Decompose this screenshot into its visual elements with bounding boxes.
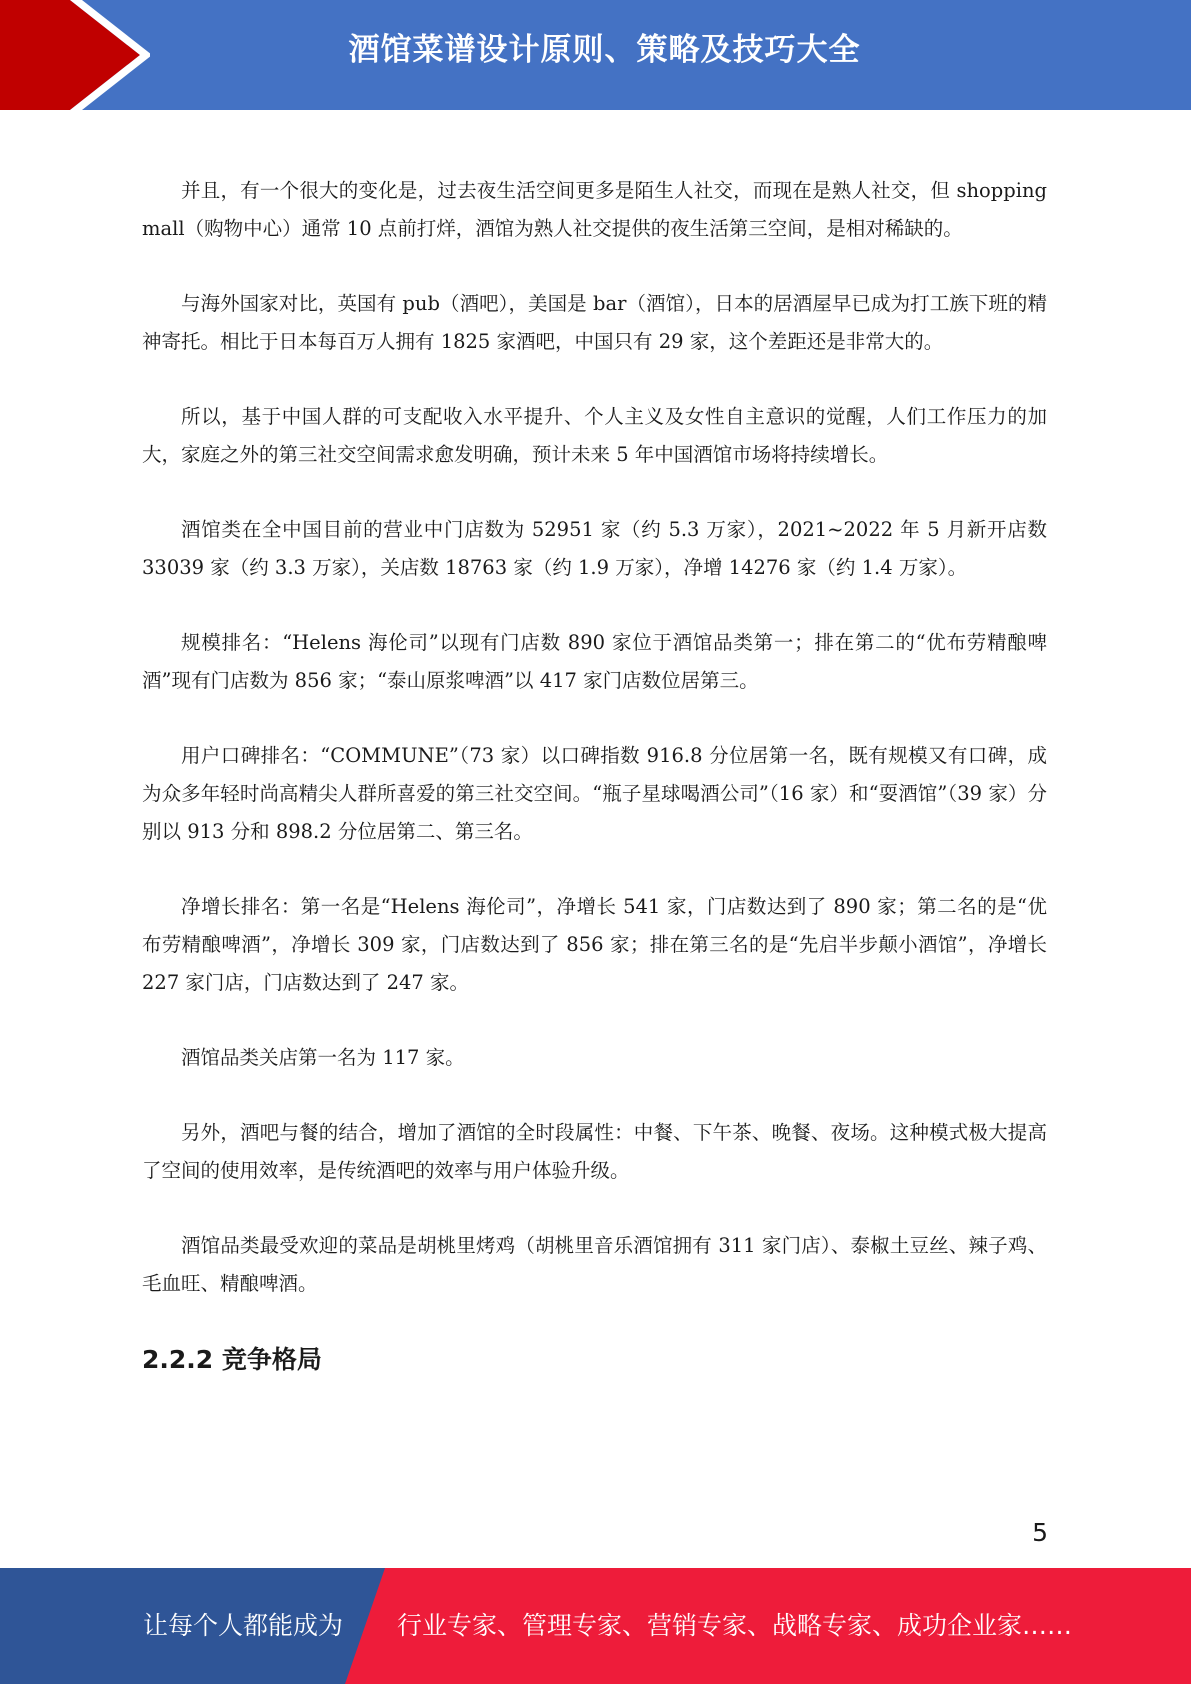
footer-slogan-right: 行业专家、管理专家、营销专家、战略专家、成功企业家…… <box>397 1611 1073 1640</box>
section-heading: 2.2.2 竞争格局 <box>142 1345 322 1374</box>
page-footer <box>0 1568 1191 1684</box>
document-body <box>142 172 1047 1380</box>
paragraph: 规模排名：“Helens 海伦司”以现有门店数 890 家位于酒馆品类第一；排在第二的“优布劳精酿啤酒”现有门店数为 856 家；“泰山原浆啤酒”以 417 家门店数位居第三。 <box>142 631 1047 692</box>
page-header <box>0 0 1191 110</box>
paragraph: 净增长排名：第一名是“Helens 海伦司”，净增长 541 家，门店数达到了 890 家；第二名的是“优布劳精酿啤酒”，净增长 309 家，门店数达到了 856 家；排在第三名的是“先启半步颠小酒馆”，净增长 227 家门店，门店数达到了 247 家。 <box>142 895 1047 994</box>
paragraph: 酒馆品类最受欢迎的菜品是胡桃里烤鸡（胡桃里音乐酒馆拥有 311 家门店）、泰椒土豆丝、辣子鸡、毛血旺、精酿啤酒。 <box>142 1234 1047 1295</box>
paragraph: 用户口碑排名：“COMMUNE”（73 家）以口碑指数 916.8 分位居第一名，既有规模又有口碑，成为众多年轻时尚高精尖人群所喜爱的第三社交空间。“瓶子星球喝酒公司”（16 家）和“耍酒馆”（39 家）分别以 913 分和 898.2 分位居第二、第三名。 <box>142 744 1047 843</box>
paragraph: 所以，基于中国人群的可支配收入水平提升、个人主义及女性自主意识的觉醒，人们工作压力的加大，家庭之外的第三社交空间需求愈发明确，预计未来 5 年中国酒馆市场将持续增长。 <box>142 405 1047 466</box>
paragraph: 另外，酒吧与餐的结合，增加了酒馆的全时段属性：中餐、下午茶、晚餐、夜场。这种模式极大提高了空间的使用效率，是传统酒吧的效率与用户体验升级。 <box>142 1121 1047 1182</box>
document-title: 酒馆菜谱设计原则、策略及技巧大全 <box>348 32 861 68</box>
paragraph: 与海外国家对比，英国有 pub（酒吧），美国是 bar（酒馆），日本的居酒屋早已成为打工族下班的精神寄托。相比于日本每百万人拥有 1825 家酒吧，中国只有 29 家，这个差距还是非常大的。 <box>142 292 1047 353</box>
paragraph: 酒馆类在全中国目前的营业中门店数为 52951 家（约 5.3 万家），2021~2022 年 5 月新开店数 33039 家（约 3.3 万家），关店数 18763 家（约 1.9 万家），净增 14276 家（约 1.4 万家）。 <box>142 518 1047 579</box>
footer-slogan-left: 让每个人都能成为 <box>143 1611 344 1640</box>
paragraph: 酒馆品类关店第一名为 117 家。 <box>181 1046 465 1069</box>
paragraph: 并且，有一个很大的变化是，过去夜生活空间更多是陌生人社交，而现在是熟人社交，但 shopping mall（购物中心）通常 10 点前打烊，酒馆为熟人社交提供的夜生活第三空间，是相对稀缺的。 <box>142 179 1047 240</box>
page-number: 5 <box>1032 1518 1048 1547</box>
